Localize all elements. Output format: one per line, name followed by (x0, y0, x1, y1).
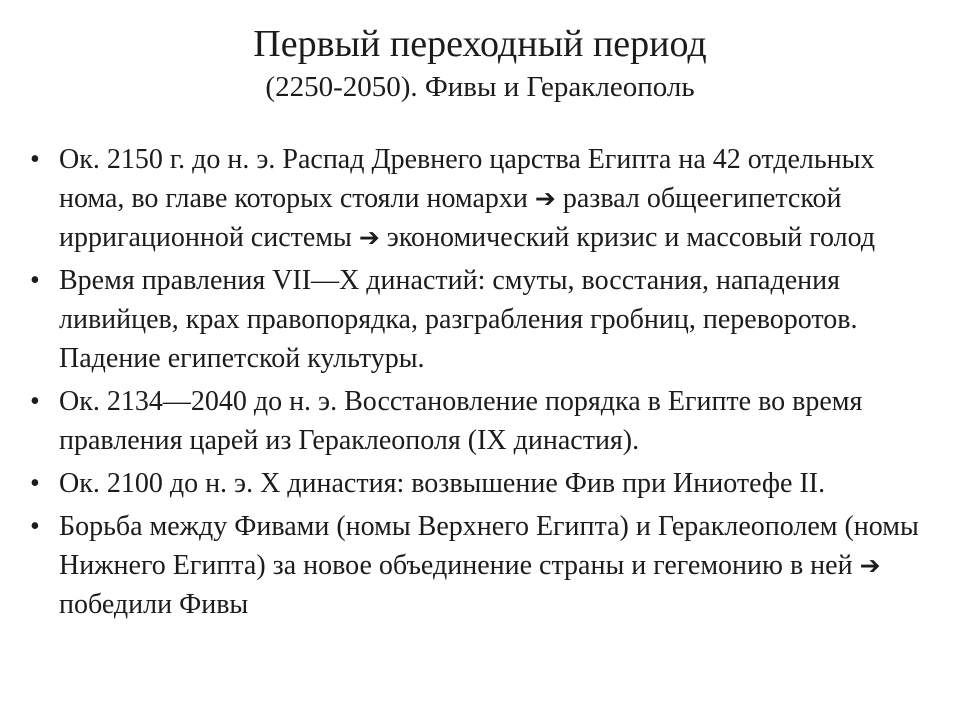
bullet-text: Борьба между Фивами (номы Верхнего Египта) и Гераклеополем (номы Нижнего Египта) за новое объединение страны и гегемонию в ней (59, 511, 919, 581)
bullet-dot-icon: • (30, 265, 40, 296)
bullet-dot-icon: • (30, 511, 40, 542)
bullet-text: Время правления VII—X династий: смуты, восстания, нападения ливийцев, крах правопорядка, разграбления гробниц, переворотов. Падение египетской культуры. (59, 265, 858, 374)
bullet-text: победили Фивы (59, 589, 249, 620)
bullet-dot-icon: • (30, 386, 40, 417)
arrow-right-icon: ➔ (534, 184, 556, 213)
bullet-dot-icon: • (30, 144, 40, 175)
bullet-dot-icon: • (30, 468, 40, 499)
bullet-list (30, 140, 945, 628)
bullet-text: развал общеегипетской ирригационной системы (59, 183, 842, 253)
bullet-item (30, 464, 945, 503)
bullet-text: Ок. 2150 г. до н. э. Распад Древнего царства Египта на 42 отдельных нома, во главе которых стояли номархи (59, 144, 875, 214)
bullet-item (30, 140, 945, 257)
arrow-right-icon: ➔ (358, 223, 380, 252)
bullet-item (30, 382, 945, 460)
slide-title: Первый переходный период (253, 23, 707, 65)
slide-subtitle: (2250-2050). Фивы и Гераклеополь (265, 71, 695, 103)
bullet-text: экономический кризис и массовый голод (386, 222, 876, 253)
bullet-item (30, 261, 945, 378)
bullet-item (30, 507, 945, 624)
bullet-text: Ок. 2134—2040 до н. э. Восстановление порядка в Египте во время правления царей из Гераклеополя (IX династия). (59, 386, 863, 456)
bullet-text: Ок. 2100 до н. э. X династия: возвышение Фив при Иниотефе II. (59, 468, 826, 499)
arrow-right-icon: ➔ (859, 551, 881, 580)
